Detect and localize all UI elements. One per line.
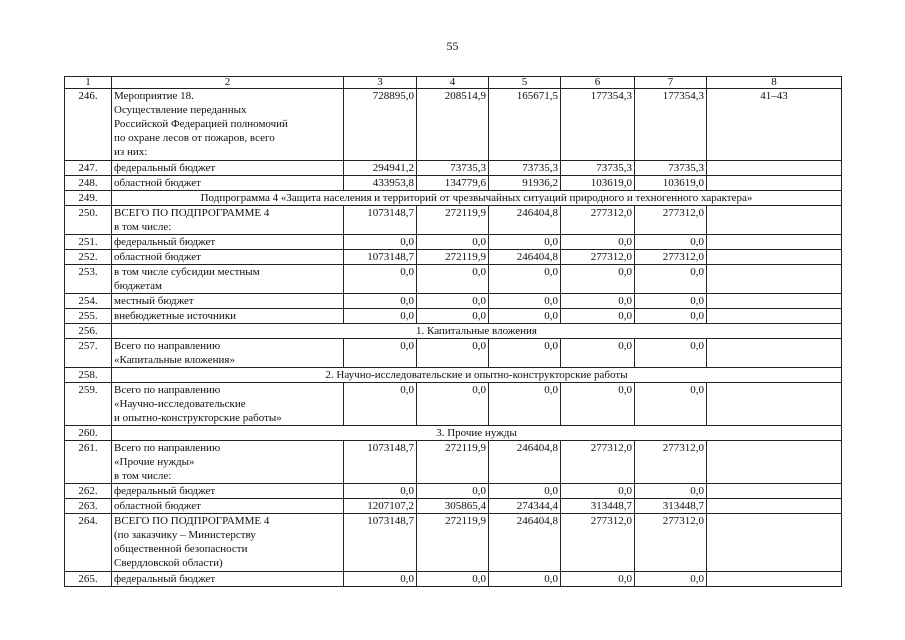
value-cell: 0,0 xyxy=(489,265,561,294)
header-cell: 3 xyxy=(344,77,417,89)
note-cell xyxy=(707,383,842,426)
value-cell: 0,0 xyxy=(344,383,417,426)
row-number: 262. xyxy=(65,484,112,499)
header-cell: 7 xyxy=(635,77,707,89)
section-title: 1. Капитальные вложения xyxy=(112,324,842,339)
value-cell: 246404,8 xyxy=(489,514,561,572)
value-cell: 0,0 xyxy=(489,309,561,324)
section-title: 3. Прочие нужды xyxy=(112,426,842,441)
header-cell: 2 xyxy=(112,77,344,89)
value-cell: 277312,0 xyxy=(635,250,707,265)
value-cell: 0,0 xyxy=(561,309,635,324)
table-row xyxy=(65,294,842,309)
row-label: в том числе субсидии местным бюджетам xyxy=(112,265,344,294)
value-cell: 313448,7 xyxy=(561,499,635,514)
value-cell: 277312,0 xyxy=(635,514,707,572)
value-cell: 0,0 xyxy=(561,294,635,309)
section-row xyxy=(65,426,842,441)
row-number: 263. xyxy=(65,499,112,514)
value-cell: 277312,0 xyxy=(635,206,707,235)
row-label: федеральный бюджет xyxy=(112,572,344,587)
value-cell: 0,0 xyxy=(344,235,417,250)
value-cell: 277312,0 xyxy=(561,441,635,484)
row-label: ВСЕГО ПО ПОДПРОГРАММЕ 4 в том числе: xyxy=(112,206,344,235)
table-row xyxy=(65,499,842,514)
table-row xyxy=(65,383,842,426)
value-cell: 1073148,7 xyxy=(344,441,417,484)
value-cell: 0,0 xyxy=(417,235,489,250)
value-cell: 0,0 xyxy=(489,235,561,250)
value-cell: 0,0 xyxy=(635,572,707,587)
value-cell: 433953,8 xyxy=(344,176,417,191)
note-cell xyxy=(707,484,842,499)
note-cell xyxy=(707,294,842,309)
value-cell: 0,0 xyxy=(417,484,489,499)
note-cell xyxy=(707,441,842,484)
value-cell: 272119,9 xyxy=(417,206,489,235)
value-cell: 0,0 xyxy=(417,383,489,426)
value-cell: 73735,3 xyxy=(489,161,561,176)
value-cell: 277312,0 xyxy=(561,250,635,265)
value-cell: 0,0 xyxy=(489,294,561,309)
value-cell: 0,0 xyxy=(561,235,635,250)
value-cell: 0,0 xyxy=(417,309,489,324)
value-cell: 246404,8 xyxy=(489,250,561,265)
note-cell xyxy=(707,265,842,294)
header-cell: 8 xyxy=(707,77,842,89)
table-row xyxy=(65,265,842,294)
note-cell xyxy=(707,235,842,250)
value-cell: 1207107,2 xyxy=(344,499,417,514)
row-number: 250. xyxy=(65,206,112,235)
value-cell: 0,0 xyxy=(344,294,417,309)
row-number: 258. xyxy=(65,368,112,383)
note-cell: 41–43 xyxy=(707,89,842,161)
value-cell: 134779,6 xyxy=(417,176,489,191)
value-cell: 73735,3 xyxy=(561,161,635,176)
table-row xyxy=(65,89,842,161)
value-cell: 274344,4 xyxy=(489,499,561,514)
note-cell xyxy=(707,309,842,324)
note-cell xyxy=(707,161,842,176)
row-number: 259. xyxy=(65,383,112,426)
row-label: Всего по направлению «Капитальные вложения» xyxy=(112,339,344,368)
value-cell: 272119,9 xyxy=(417,250,489,265)
value-cell: 0,0 xyxy=(417,572,489,587)
page-number: 55 xyxy=(446,39,459,53)
value-cell: 73735,3 xyxy=(635,161,707,176)
section-row xyxy=(65,368,842,383)
note-cell xyxy=(707,572,842,587)
row-label: областной бюджет xyxy=(112,250,344,265)
value-cell: 246404,8 xyxy=(489,441,561,484)
value-cell: 0,0 xyxy=(635,309,707,324)
section-title: Подпрограмма 4 «Защита населения и территорий от чрезвычайных ситуаций природного и техногенного характера» xyxy=(112,191,842,206)
row-label: федеральный бюджет xyxy=(112,235,344,250)
value-cell: 728895,0 xyxy=(344,89,417,161)
table-body xyxy=(65,77,842,587)
value-cell: 0,0 xyxy=(489,572,561,587)
row-label: местный бюджет xyxy=(112,294,344,309)
row-number: 265. xyxy=(65,572,112,587)
row-number: 251. xyxy=(65,235,112,250)
row-label: Всего по направлению «Прочие нужды» в том числе: xyxy=(112,441,344,484)
table-row xyxy=(65,309,842,324)
row-label: Мероприятие 18. Осуществление переданных Российской Федерацией полномочий по охране лесов от пожаров, всего из них: xyxy=(112,89,344,161)
row-number: 264. xyxy=(65,514,112,572)
value-cell: 0,0 xyxy=(561,339,635,368)
value-cell: 1073148,7 xyxy=(344,250,417,265)
value-cell: 0,0 xyxy=(489,484,561,499)
value-cell: 103619,0 xyxy=(561,176,635,191)
value-cell: 91936,2 xyxy=(489,176,561,191)
table-row xyxy=(65,161,842,176)
note-cell xyxy=(707,176,842,191)
row-label: федеральный бюджет xyxy=(112,161,344,176)
row-number: 249. xyxy=(65,191,112,206)
value-cell: 0,0 xyxy=(417,294,489,309)
note-cell xyxy=(707,514,842,572)
row-label: федеральный бюджет xyxy=(112,484,344,499)
value-cell: 208514,9 xyxy=(417,89,489,161)
value-cell: 246404,8 xyxy=(489,206,561,235)
row-number: 254. xyxy=(65,294,112,309)
header-cell: 5 xyxy=(489,77,561,89)
row-label: областной бюджет xyxy=(112,499,344,514)
row-number: 257. xyxy=(65,339,112,368)
row-number: 252. xyxy=(65,250,112,265)
table-row xyxy=(65,206,842,235)
section-row xyxy=(65,324,842,339)
row-number: 256. xyxy=(65,324,112,339)
table-row xyxy=(65,235,842,250)
value-cell: 0,0 xyxy=(635,235,707,250)
row-label: Всего по направлению «Научно-исследовательские и опытно-конструкторские работы» xyxy=(112,383,344,426)
section-row xyxy=(65,191,842,206)
value-cell: 0,0 xyxy=(344,339,417,368)
header-cell: 1 xyxy=(65,77,112,89)
value-cell: 0,0 xyxy=(635,294,707,309)
header-cell: 6 xyxy=(561,77,635,89)
value-cell: 0,0 xyxy=(561,572,635,587)
value-cell: 277312,0 xyxy=(635,441,707,484)
value-cell: 0,0 xyxy=(344,309,417,324)
value-cell: 0,0 xyxy=(417,265,489,294)
header-cell: 4 xyxy=(417,77,489,89)
table-row xyxy=(65,572,842,587)
row-number: 260. xyxy=(65,426,112,441)
value-cell: 0,0 xyxy=(635,339,707,368)
section-title: 2. Научно-исследовательские и опытно-конструкторские работы xyxy=(112,368,842,383)
value-cell: 1073148,7 xyxy=(344,206,417,235)
row-number: 261. xyxy=(65,441,112,484)
value-cell: 0,0 xyxy=(635,265,707,294)
note-cell xyxy=(707,250,842,265)
value-cell: 272119,9 xyxy=(417,441,489,484)
value-cell: 277312,0 xyxy=(561,206,635,235)
value-cell: 177354,3 xyxy=(635,89,707,161)
table-row xyxy=(65,250,842,265)
budget-table xyxy=(64,76,842,587)
value-cell: 277312,0 xyxy=(561,514,635,572)
value-cell: 0,0 xyxy=(417,339,489,368)
value-cell: 0,0 xyxy=(344,265,417,294)
row-number: 247. xyxy=(65,161,112,176)
row-number: 248. xyxy=(65,176,112,191)
row-number: 253. xyxy=(65,265,112,294)
row-number: 246. xyxy=(65,89,112,161)
value-cell: 272119,9 xyxy=(417,514,489,572)
value-cell: 313448,7 xyxy=(635,499,707,514)
row-number: 255. xyxy=(65,309,112,324)
value-cell: 294941,2 xyxy=(344,161,417,176)
note-cell xyxy=(707,499,842,514)
value-cell: 1073148,7 xyxy=(344,514,417,572)
value-cell: 0,0 xyxy=(561,383,635,426)
value-cell: 0,0 xyxy=(489,383,561,426)
row-label: областной бюджет xyxy=(112,176,344,191)
value-cell: 177354,3 xyxy=(561,89,635,161)
row-label: внебюджетные источники xyxy=(112,309,344,324)
table-row xyxy=(65,484,842,499)
value-cell: 165671,5 xyxy=(489,89,561,161)
value-cell: 0,0 xyxy=(344,572,417,587)
value-cell: 0,0 xyxy=(635,383,707,426)
table-row xyxy=(65,514,842,572)
value-cell: 0,0 xyxy=(561,484,635,499)
value-cell: 0,0 xyxy=(489,339,561,368)
header-row xyxy=(65,77,842,89)
table-row xyxy=(65,176,842,191)
value-cell: 103619,0 xyxy=(635,176,707,191)
table-row xyxy=(65,441,842,484)
note-cell xyxy=(707,339,842,368)
value-cell: 0,0 xyxy=(635,484,707,499)
table-row xyxy=(65,339,842,368)
value-cell: 305865,4 xyxy=(417,499,489,514)
row-label: ВСЕГО ПО ПОДПРОГРАММЕ 4 (по заказчику – Министерству общественной безопасности Свердловской области) xyxy=(112,514,344,572)
note-cell xyxy=(707,206,842,235)
value-cell: 73735,3 xyxy=(417,161,489,176)
value-cell: 0,0 xyxy=(561,265,635,294)
value-cell: 0,0 xyxy=(344,484,417,499)
